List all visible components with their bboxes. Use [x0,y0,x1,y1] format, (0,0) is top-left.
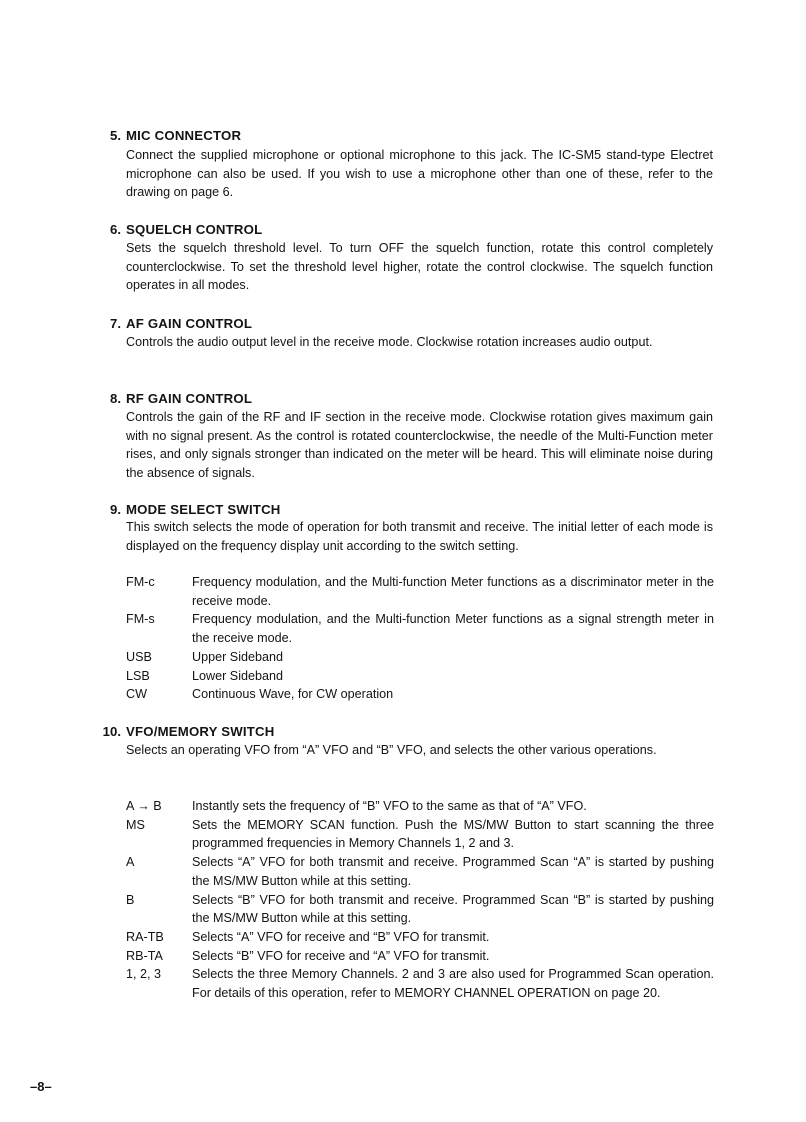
definition-term: MS [126,817,145,832]
section-body: Connect the supplied microphone or optional microphone to this jack. The IC-SM5 stand-type Electret microphone can also be used. If you wish to use a microphone other than one of these, refer to the drawing on page 6. [126,148,713,200]
definition-item [126,797,716,816]
definition-item [126,573,716,610]
definition-item [126,853,716,890]
section-body: Controls the audio output level in the receive mode. Clockwise rotation increases audio output. [126,335,653,349]
definition-term: USB [126,649,152,664]
mode-definition-list [126,573,716,704]
definition-text: Upper Sideband [192,649,284,664]
definition-term: A [126,855,135,870]
definition-item [126,648,716,667]
section-title: MIC CONNECTOR [126,128,242,143]
definition-text: Continuous Wave, for CW operation [192,687,394,702]
definition-item [126,667,716,686]
section-title: RF GAIN CONTROL [126,391,253,406]
section-body: Selects an operating VFO from “A” VFO and “B” VFO, and selects the other various operations. [126,743,657,757]
definition-text: Selects “B” VFO for receive and “A” VFO for transmit. [192,948,490,963]
definition-text: Selects “A” VFO for both transmit and receive. Programmed Scan “A” is started by pushing the MS/MW Button while at this setting. [192,855,714,888]
definition-text: Selects the three Memory Channels. 2 and 3 are also used for Programmed Scan operation. For details of this operation, refer to MEMORY CHANNEL OPERATION on page 20. [192,967,714,1001]
section-title: VFO/MEMORY SWITCH [126,724,275,739]
section-number: 7. [110,316,121,331]
definition-term: LSB [126,668,150,683]
definition-term: A → B [126,799,162,813]
section-title: AF GAIN CONTROL [126,316,253,331]
definition-item [126,928,716,947]
definition-item [126,816,716,853]
definition-item [126,891,716,928]
definition-term: B [126,892,135,907]
section-body: This switch selects the mode of operation for both transmit and receive. The initial letter of each mode is displayed on the frequency display unit according to the switch setting. [126,520,713,553]
section-body: Controls the gain of the RF and IF section in the receive mode. Clockwise rotation gives maximum gain with no signal present. As the control is rotated counterclockwise, the needle of the Multi-Function meter rises, and only signals stronger than indicated on the meter will be heard. This will eliminate noise during the absence of signals. [126,410,713,481]
definition-term: FM-s [126,612,155,627]
definition-item [126,965,716,1002]
definition-text: Selects “A” VFO for receive and “B” VFO for transmit. [192,929,490,944]
definition-item [126,610,716,647]
section-number: 8. [110,391,121,406]
definition-item [126,685,716,704]
section-number: 9. [110,502,121,517]
definition-term: RB-TA [126,948,163,963]
definition-text: Selects “B” VFO for both transmit and receive. Programmed Scan “B” is started by pushing the MS/MW Button while at this setting. [192,892,714,926]
definition-term: 1, 2, 3 [126,967,162,982]
definition-term: FM-c [126,575,155,589]
definition-text: Frequency modulation, and the Multi-function Meter functions as a signal strength meter in the receive mode. [192,612,714,646]
definition-text: Instantly sets the frequency of “B” VFO to the same as that of “A” VFO. [192,799,587,813]
definition-term: CW [126,687,147,702]
section-body: Sets the squelch threshold level. To turn OFF the squelch function, rotate this control completely counterclockwise. To set the threshold level higher, rotate the control clockwise. The squelch function operates in all modes. [126,241,713,293]
definition-text: Frequency modulation, and the Multi-function Meter functions as a discriminator meter in the receive mode. [192,575,714,608]
section-title: SQUELCH CONTROL [126,222,263,237]
vfo-definition-list [126,797,716,1003]
definition-text: Lower Sideband [192,668,284,683]
section-title: MODE SELECT SWITCH [126,502,281,517]
section-number: 5. [110,128,121,143]
definition-term: RA-TB [126,929,164,944]
section-number: 10. [102,724,121,739]
page-number: –8– [30,1079,52,1094]
section-number: 6. [110,222,121,237]
definition-item [126,947,716,966]
definition-text: Sets the MEMORY SCAN function. Push the MS/MW Button to start scanning the three programmed frequencies in Memory Channels 1, 2 and 3. [192,817,714,851]
